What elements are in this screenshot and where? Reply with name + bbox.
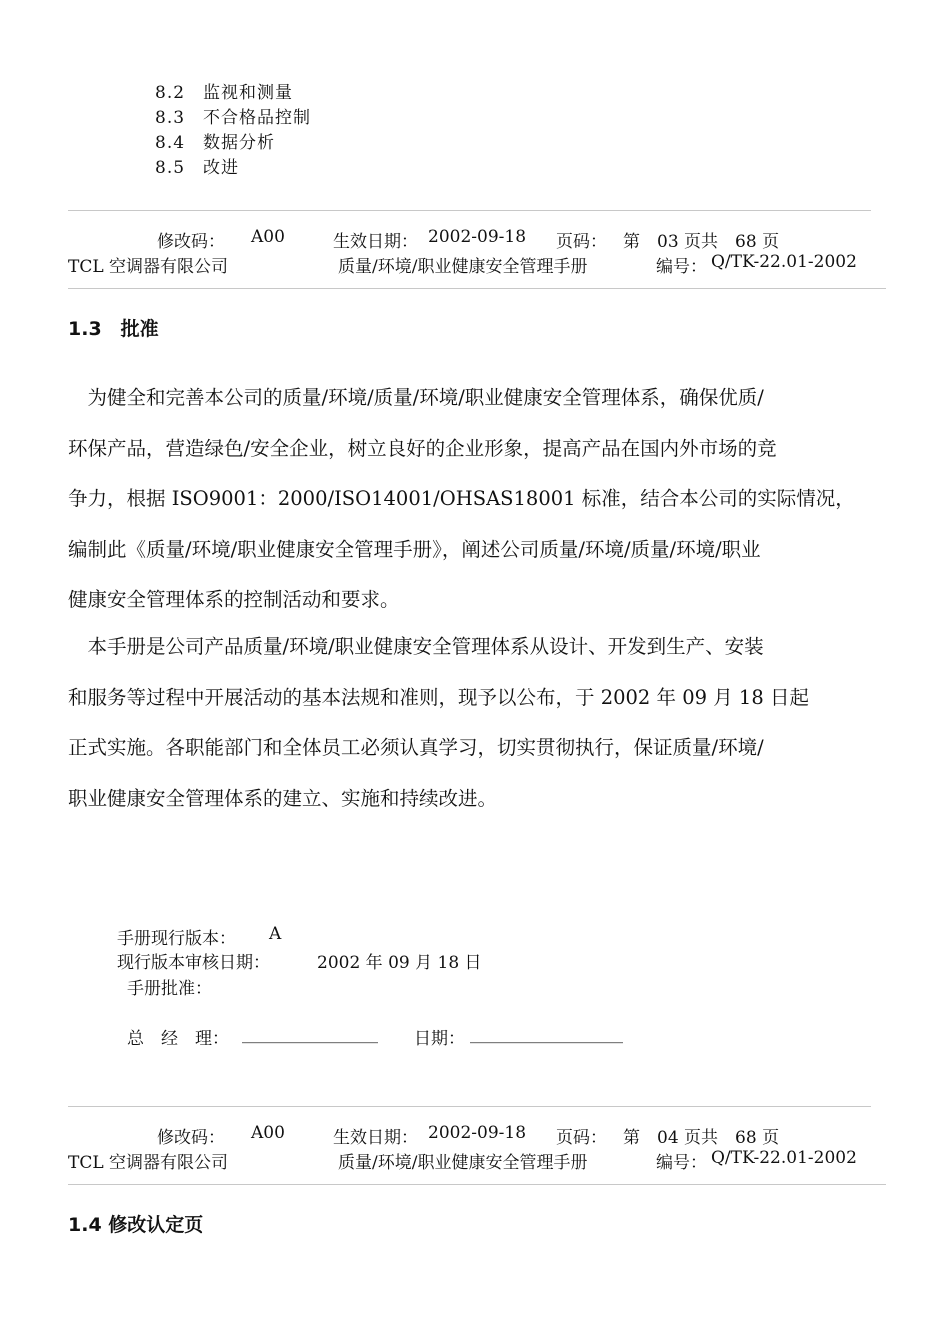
approval-paragraph [68,373,888,626]
doc-code-label: 编号： [656,257,707,277]
text-line: 健康安全管理体系的控制活动和要求。 [68,588,400,611]
text-line: 环保产品，营造绿色/安全企业，树立良好的企业形象，提高产品在国内外市场的竞 [68,436,777,460]
effective-date-label: 生效日期： [333,232,418,252]
effective-date: 2002-09-18 [428,1123,527,1143]
text-line: 和服务等过程中开展活动的基本法规和准则，现予以公布，于 2002 年 09 月 18 日起 [68,685,809,709]
toc-number: 8.3 [155,108,186,128]
version-label: 手册现行版本： [117,929,236,949]
toc-item [155,153,239,178]
manual-title: 质量/环境/职业健康安全管理手册 [338,1153,588,1173]
toc-title: 改进 [203,158,239,178]
revision-value: A00 [251,1123,285,1143]
footer-divider [68,1106,871,1107]
doc-code-label: 编号： [656,1153,707,1173]
review-date: 2002 年 09 月 18 日 [317,953,482,973]
text-line: 争力，根据 ISO9001：2000/ISO14001/OHSAS18001 标准，结合本公司的实际情况， [68,487,855,510]
company-name: TCL 空调器有限公司 [68,257,229,277]
doc-code: Q/TK-22.01-2002 [711,1148,857,1168]
text-line: 为健全和完善本公司的质量/环境/质量/环境/职业健康安全管理体系，确保优质/ [68,386,764,409]
page-label: 页码： [556,1128,607,1148]
company-name: TCL 空调器有限公司 [68,1153,229,1173]
section-heading: 1.3 批准 [68,318,159,340]
revision-label: 修改码： [157,232,225,252]
page-number: 第 03 页共 68 页 [623,232,780,252]
text-line: 编制此《质量/环境/职业健康安全管理手册》，阐述公司质量/环境/质量/环境/职业 [68,537,761,561]
toc-title: 不合格品控制 [203,108,311,128]
text-line: 正式实施。各职能部门和全体员工必须认真学习，切实贯彻执行，保证质量/环境/ [68,736,764,759]
section-heading: 1.4 修改认定页 [68,1214,204,1236]
effective-date: 2002-09-18 [428,227,527,247]
gm-label: 总 经 理： [127,1029,229,1049]
review-date-label: 现行版本审核日期： [117,953,270,973]
footer-divider [68,210,871,211]
date-signature-line: __________________ [470,1024,623,1044]
manual-title: 质量/环境/职业健康安全管理手册 [338,257,588,277]
text-line: 职业健康安全管理体系的建立、实施和持续改进。 [68,786,498,810]
approval-label: 手册批准： [127,979,212,999]
toc-title: 数据分析 [203,133,275,153]
revision-label: 修改码： [157,1128,225,1148]
toc-item [155,128,275,153]
toc-item [155,103,311,128]
implementation-paragraph [68,622,888,824]
gm-signature-line: ________________ [242,1024,378,1044]
effective-date-label: 生效日期： [333,1128,418,1148]
text-line: 本手册是公司产品质量/环境/职业健康安全管理体系从设计、开发到生产、安装 [68,635,764,658]
header-divider [68,1184,886,1185]
revision-value: A00 [251,227,285,247]
doc-code: Q/TK-22.01-2002 [711,252,857,272]
header-divider [68,288,886,289]
toc-number: 8.4 [155,133,186,153]
page-number: 第 04 页共 68 页 [623,1128,780,1148]
toc-number: 8.2 [155,83,186,103]
toc-item [155,78,293,103]
page-label: 页码： [556,232,607,252]
toc-number: 8.5 [155,158,186,178]
toc-title: 监视和测量 [203,83,293,103]
date-label: 日期： [414,1029,465,1049]
version-value: A [269,924,282,944]
